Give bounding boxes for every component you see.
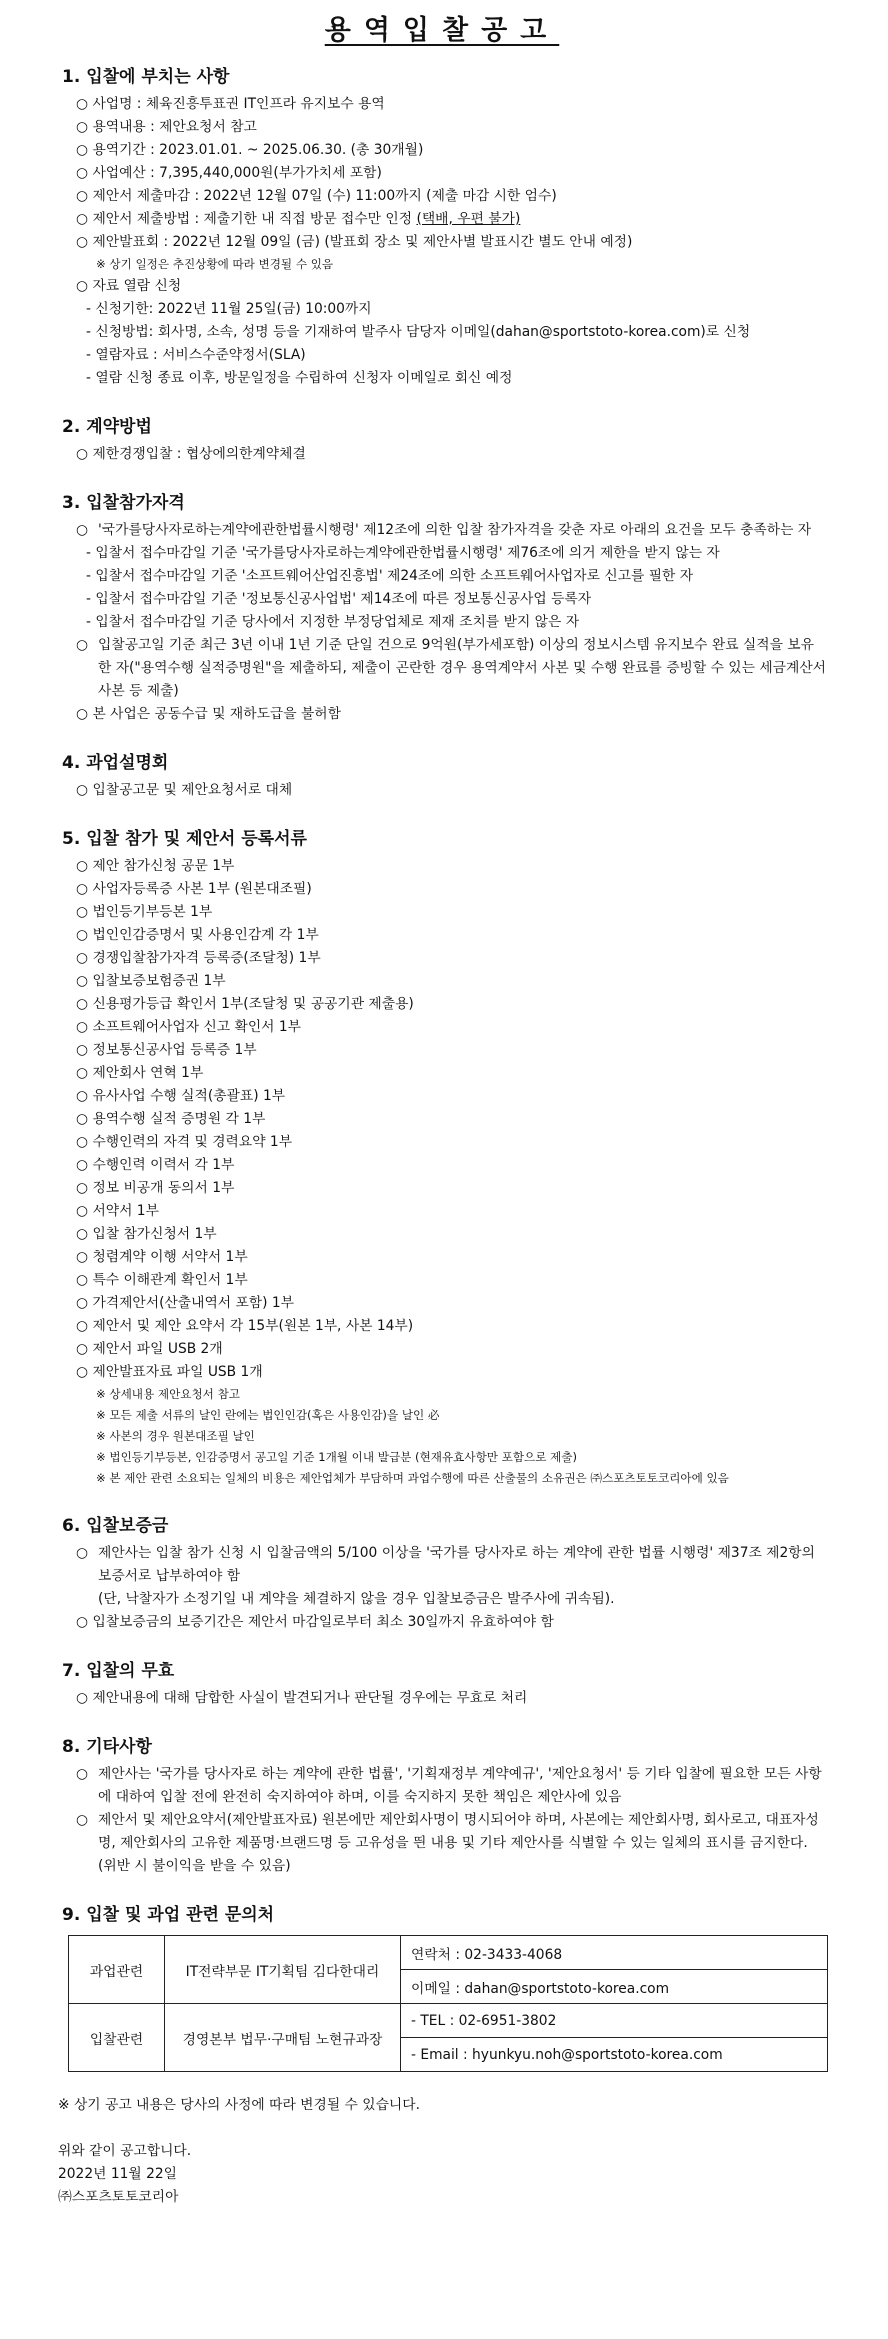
list-item — [58, 1246, 826, 1269]
list-item — [58, 162, 826, 185]
bullet-icon: ○ — [76, 973, 89, 989]
section-1 — [58, 62, 826, 390]
bullet-icon: ○ — [76, 706, 89, 722]
list-item — [58, 1223, 826, 1246]
section-heading: 7. 입찰의 무효 — [62, 1661, 175, 1681]
list-item — [58, 1016, 826, 1039]
item-text: 자료 열람 신청 — [92, 278, 182, 294]
item-text: 법인인감증명서 및 사용인감계 각 1부 — [92, 927, 319, 943]
bullet-icon: ○ — [76, 858, 89, 874]
section-heading: 5. 입찰 참가 및 제안서 등록서류 — [62, 829, 307, 849]
section-heading: 3. 입찰참가자격 — [62, 493, 185, 513]
section-9 — [58, 1900, 826, 2072]
item-text: 제안내용에 대해 담합한 사실이 발견되거나 판단될 경우에는 무효로 처리 — [92, 1690, 528, 1706]
section-5-list — [58, 855, 826, 1384]
bullet-icon: ○ — [76, 188, 89, 204]
bullet-icon: ○ — [76, 1157, 89, 1173]
list-item — [58, 924, 826, 947]
item-text: 입찰보증보험증권 1부 — [92, 973, 226, 989]
dash-item: - 신청방법: 회사명, 소속, 성명 등을 기재하여 발주사 담당자 이메일(dahan@sportstoto-korea.com)로 신청 — [86, 324, 751, 340]
item-text: '국가를당사자로하는계약에관한법률시행령' 제12조에 의한 입찰 참가자격을 갖춘 자로 아래의 요건을 모두 충족하는 자 — [98, 522, 812, 538]
list-item — [58, 970, 826, 993]
list-item — [58, 1292, 826, 1315]
contact-table — [68, 1935, 828, 2072]
section-heading: 2. 계약방법 — [62, 417, 152, 437]
note-text: ※ 본 제안 관련 소요되는 일체의 비용은 제안업체가 부담하며 과업수행에 따른 산출물의 소유권은 ㈜스포츠토토코리아에 있음 — [96, 1471, 729, 1485]
bullet-icon: ○ — [76, 234, 89, 250]
section-4 — [58, 748, 826, 802]
bullet-icon: ○ — [76, 1341, 89, 1357]
list-item — [58, 1542, 826, 1611]
list-item — [58, 1763, 826, 1809]
dash-item: - 입찰서 접수마감일 기준 당사에서 지정한 부정당업체로 제재 조치를 받지 않은 자 — [86, 614, 580, 630]
item-text: 청렴계약 이행 서약서 1부 — [92, 1249, 248, 1265]
bullet-icon: ○ — [76, 522, 89, 538]
bullet-icon: ○ — [76, 950, 89, 966]
bullet-icon: ○ — [76, 142, 89, 158]
section-1-dash-list — [58, 298, 826, 390]
footer-date: 2022년 11월 22일 — [58, 2166, 177, 2182]
dash-item: - 신청기한: 2022년 11월 25일(금) 10:00까지 — [86, 301, 372, 317]
bullet-icon: ○ — [76, 96, 89, 112]
bullet-icon: ○ — [76, 1272, 89, 1288]
list-item — [58, 1611, 826, 1634]
section-heading: 9. 입찰 및 과업 관련 문의처 — [62, 1905, 275, 1925]
dash-item: - 입찰서 접수마감일 기준 '소프트웨어산업진흥법' 제24조에 의한 소프트웨어사업자로 신고를 필한 자 — [86, 568, 694, 584]
section-1-list — [58, 93, 826, 208]
page-title: 용역입찰공고 — [324, 15, 560, 46]
bullet-icon: ○ — [76, 1111, 89, 1127]
note-text: ※ 법인등기부등본, 인감증명서 공고일 기준 1개월 이내 발급분 (현재유효사항만 포함으로 제출) — [96, 1450, 578, 1464]
list-item — [58, 93, 826, 116]
item-text-main: 제안사는 입찰 참가 신청 시 입찰금액의 5/100 이상을 '국가를 당사자로 하는 계약에 관한 법률 시행령' 제37조 제2항의 보증서로 납부하여야 함 — [98, 1545, 815, 1584]
bullet-icon: ○ — [76, 1134, 89, 1150]
bullet-icon: ○ — [76, 1545, 89, 1561]
list-item — [58, 275, 826, 298]
item-text: 용역기간 : 2023.01.01. ~ 2025.06.30. (총 30개월) — [92, 142, 424, 158]
item-text: 사업명 : 체육진흥투표권 IT인프라 유지보수 용역 — [92, 96, 385, 112]
dash-item: - 열람자료 : 서비스수준약정서(SLA) — [86, 347, 306, 363]
item-text: 수행인력 이력서 각 1부 — [92, 1157, 235, 1173]
dash-item: - 입찰서 접수마감일 기준 '정보통신공사업법' 제14조에 따른 정보통신공사업 등록자 — [86, 591, 592, 607]
section-3 — [58, 488, 826, 726]
contact-dept: 경영본부 법무·구매팀 노현규과장 — [165, 2004, 401, 2072]
item-text: 입찰보증금의 보증기간은 제안서 마감일로부터 최소 30일까지 유효하여야 함 — [92, 1614, 554, 1630]
item-text: 제안발표자료 파일 USB 1개 — [92, 1364, 263, 1380]
list-item — [58, 443, 826, 466]
item-text: 제안서 제출마감 : 2022년 12월 07일 (수) 11:00까지 (제출 마감 시한 엄수) — [92, 188, 557, 204]
list-item — [58, 208, 826, 231]
contact-phone: 연락처 : 02-3433-4068 — [401, 1936, 828, 1970]
contact-phone: - TEL : 02-6951-3802 — [401, 2004, 828, 2038]
section-heading: 8. 기타사항 — [62, 1737, 152, 1757]
note-text: ※ 상기 일정은 추진상황에 따라 변경될 수 있음 — [96, 257, 334, 271]
section-heading: 1. 입찰에 부치는 사항 — [62, 67, 230, 87]
bullet-icon: ○ — [76, 1364, 89, 1380]
section-2 — [58, 412, 826, 466]
list-item — [58, 1154, 826, 1177]
section-3-dash-list — [58, 542, 826, 634]
list-item — [58, 779, 826, 802]
bullet-icon: ○ — [76, 881, 89, 897]
footer-note: ※ 상기 공고 내용은 당사의 사정에 따라 변경될 수 있습니다. — [58, 2097, 420, 2113]
bullet-icon: ○ — [76, 927, 89, 943]
bullet-icon: ○ — [76, 1226, 89, 1242]
bullet-icon: ○ — [76, 782, 89, 798]
item-text: 수행인력의 자격 및 경력요약 1부 — [92, 1134, 293, 1150]
bullet-icon: ○ — [76, 1690, 89, 1706]
item-text: 제안서 제출방법 : 제출기한 내 직접 방문 접수만 인정 — [92, 211, 417, 227]
bullet-icon: ○ — [76, 1203, 89, 1219]
list-item — [58, 993, 826, 1016]
note-text: ※ 모든 제출 서류의 날인 란에는 법인인감(혹은 사용인감)을 날인 必 — [96, 1408, 440, 1422]
footer-statement: 위와 같이 공고합니다. — [58, 2143, 192, 2159]
item-text: 제안서 파일 USB 2개 — [92, 1341, 223, 1357]
list-item — [58, 1039, 826, 1062]
bullet-icon: ○ — [76, 446, 89, 462]
item-text: 유사사업 수행 실적(총괄표) 1부 — [92, 1088, 286, 1104]
item-text: 제한경쟁입찰 : 협상에의한계약체결 — [92, 446, 306, 462]
item-text — [98, 1542, 826, 1611]
contact-email[interactable]: - Email : hyunkyu.noh@sportstoto-korea.com — [401, 2038, 828, 2072]
bullet-icon: ○ — [76, 1812, 89, 1828]
section-heading: 6. 입찰보증금 — [62, 1516, 169, 1536]
section-heading: 4. 과업설명회 — [62, 753, 169, 773]
item-text: 입찰공고일 기준 최근 3년 이내 1년 기준 단일 건으로 9억원(부가세포함) 이상의 정보시스템 유지보수 완료 실적을 보유한 자("용역수행 실적증명원"을 제출하되, 제출이 곤란한 경우 용역계약서 사본 및 수행 완료를 증빙할 수 있는 세금계산서 사본 등 제출) — [98, 637, 826, 699]
list-item — [58, 1131, 826, 1154]
table-row — [69, 2004, 828, 2038]
note-text: ※ 상세내용 제안요청서 참고 — [96, 1387, 240, 1401]
item-text-sub: (단, 낙찰자가 소정기일 내 계약을 체결하지 않을 경우 입찰보증금은 발주사에 귀속됨). — [98, 1591, 615, 1607]
list-item — [58, 634, 826, 703]
bullet-icon: ○ — [76, 1766, 89, 1782]
bullet-icon: ○ — [76, 1249, 89, 1265]
list-item — [58, 1085, 826, 1108]
item-text: 제안서 및 제안 요약서 각 15부(원본 1부, 사본 14부) — [92, 1318, 414, 1334]
item-text: 제안회사 연혁 1부 — [92, 1065, 204, 1081]
footer-company: ㈜스포츠토토코리아 — [58, 2189, 179, 2205]
section-5 — [58, 824, 826, 1489]
section-8 — [58, 1732, 826, 1878]
item-text: 제안발표회 : 2022년 12월 09일 (금) (발표회 장소 및 제안사별 발표시간 별도 안내 예정) — [92, 234, 633, 250]
item-text: 사업예산 : 7,395,440,000원(부가가치세 포함) — [92, 165, 382, 181]
list-item — [58, 231, 826, 254]
item-text: 특수 이해관계 확인서 1부 — [92, 1272, 248, 1288]
item-text: 정보 비공개 동의서 1부 — [92, 1180, 235, 1196]
item-text: 제안서 및 제안요약서(제안발표자료) 원본에만 제안회사명이 명시되어야 하며, 사본에는 제안회사명, 회사로고, 대표자성명, 제안회사의 고유한 제품명·브랜드명 등 고유성을 띈 내용 및 기타 제안사를 식별할 수 있는 일체의 표시를 금지한다. (위반 시 불이익을 받을 수 있음) — [98, 1812, 819, 1874]
bullet-icon: ○ — [76, 1318, 89, 1334]
list-item — [58, 1338, 826, 1361]
contact-dept: IT전략부문 IT기획팀 김다한대리 — [165, 1936, 401, 2004]
item-text: 용역수행 실적 증명원 각 1부 — [92, 1111, 266, 1127]
list-item — [58, 1269, 826, 1292]
list-item — [58, 519, 826, 542]
item-text: 본 사업은 공동수급 및 재하도급을 불허함 — [92, 706, 341, 722]
list-item — [58, 116, 826, 139]
item-text: 경쟁입찰참가자격 등록증(조달청) 1부 — [92, 950, 321, 966]
bullet-icon: ○ — [76, 1295, 89, 1311]
contact-category: 입찰관련 — [69, 2004, 165, 2072]
bullet-icon: ○ — [76, 119, 89, 135]
note-text: ※ 사본의 경우 원본대조필 날인 — [96, 1429, 255, 1443]
item-text: 입찰공고문 및 제안요청서로 대체 — [92, 782, 293, 798]
list-item — [58, 185, 826, 208]
bullet-icon: ○ — [76, 904, 89, 920]
bullet-icon: ○ — [76, 637, 89, 653]
item-text: 용역내용 : 제안요청서 참고 — [92, 119, 257, 135]
section-5-notes — [58, 1384, 826, 1489]
item-text: 입찰 참가신청서 1부 — [92, 1226, 217, 1242]
bullet-icon: ○ — [76, 1042, 89, 1058]
item-text: 신용평가등급 확인서 1부(조달청 및 공공기관 제출용) — [92, 996, 414, 1012]
footer — [58, 2094, 826, 2209]
list-item — [58, 855, 826, 878]
contact-email[interactable]: 이메일 : dahan@sportstoto-korea.com — [401, 1970, 828, 2004]
list-item — [58, 901, 826, 924]
list-item — [58, 1315, 826, 1338]
bullet-icon: ○ — [76, 1180, 89, 1196]
list-item — [58, 1361, 826, 1384]
list-item — [58, 1177, 826, 1200]
bullet-icon: ○ — [76, 996, 89, 1012]
item-text: 정보통신공사업 등록증 1부 — [92, 1042, 257, 1058]
dash-item: - 입찰서 접수마감일 기준 '국가를당사자로하는계약에관한법률시행령' 제76조에 의거 제한을 받지 않는 자 — [86, 545, 720, 561]
item-text: 사업자등록증 사본 1부 (원본대조필) — [92, 881, 312, 897]
list-item — [58, 1200, 826, 1223]
item-text: 서약서 1부 — [92, 1203, 159, 1219]
contact-category: 과업관련 — [69, 1936, 165, 2004]
item-text: 제안 참가신청 공문 1부 — [92, 858, 235, 874]
list-item — [58, 878, 826, 901]
section-6 — [58, 1511, 826, 1634]
item-text: 소프트웨어사업자 신고 확인서 1부 — [92, 1019, 301, 1035]
item-text: 제안사는 '국가를 당사자로 하는 계약에 관한 법률', '기획재정부 계약예규', '제안요청서' 등 기타 입찰에 필요한 모든 사항에 대하여 입찰 전에 완전히 숙지하여야 하며, 이를 숙지하지 못한 책임은 제안사에 있음 — [98, 1766, 822, 1805]
underlined-text: (택배, 우편 불가) — [416, 211, 521, 227]
bullet-icon: ○ — [76, 1019, 89, 1035]
bullet-icon: ○ — [76, 1614, 89, 1630]
bullet-icon: ○ — [76, 278, 89, 294]
list-item — [58, 139, 826, 162]
item-text: 법인등기부등본 1부 — [92, 904, 213, 920]
bullet-icon: ○ — [76, 1088, 89, 1104]
list-item — [58, 1809, 826, 1878]
list-item — [58, 703, 826, 726]
table-row — [69, 1936, 828, 1970]
list-item — [58, 947, 826, 970]
dash-item: - 열람 신청 종료 이후, 방문일정을 수립하여 신청자 이메일로 회신 예정 — [86, 370, 513, 386]
list-item — [58, 1108, 826, 1131]
bullet-icon: ○ — [76, 211, 89, 227]
bullet-icon: ○ — [76, 1065, 89, 1081]
section-7 — [58, 1656, 826, 1710]
list-item — [58, 1062, 826, 1085]
item-text: 가격제안서(산출내역서 포함) 1부 — [92, 1295, 295, 1311]
bullet-icon: ○ — [76, 165, 89, 181]
list-item — [58, 1687, 826, 1710]
